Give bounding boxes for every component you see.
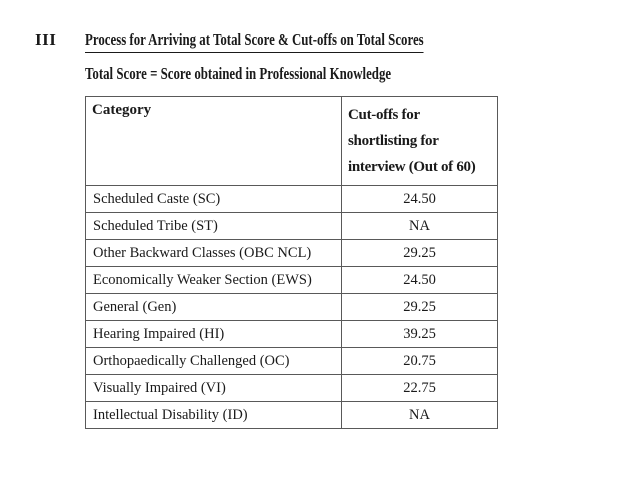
category-cell: Orthopaedically Challenged (OC) (86, 348, 342, 375)
cutoff-header-line: shortlisting for (348, 133, 439, 149)
cutoff-cell: NA (342, 402, 498, 429)
table-row (86, 240, 498, 267)
cutoff-cell: NA (342, 213, 498, 240)
category-cell: Other Backward Classes (OBC NCL) (86, 240, 342, 267)
cutoff-cell: 39.25 (342, 321, 498, 348)
column-header-category: Category (86, 97, 342, 186)
total-score-formula: Total Score = Score obtained in Professional Knowledge (85, 64, 392, 83)
cutoff-cell: 20.75 (342, 348, 498, 375)
cutoff-cell: 24.50 (342, 186, 498, 213)
cutoff-header-line: Cut-offs for (348, 107, 420, 123)
category-cell: General (Gen) (86, 294, 342, 321)
table-header-row (86, 97, 498, 186)
section-heading: Process for Arriving at Total Score & Cut-offs on Total Scores (85, 30, 424, 53)
category-cell: Scheduled Caste (SC) (86, 186, 342, 213)
section-number: III (35, 30, 57, 49)
table-row (86, 402, 498, 429)
cutoff-cell: 22.75 (342, 375, 498, 402)
table-row (86, 321, 498, 348)
cutoff-header-line: interview (Out of 60) (348, 159, 476, 175)
section-heading-row (35, 30, 519, 53)
cutoff-table (85, 96, 498, 429)
table-row (86, 267, 498, 294)
category-cell: Intellectual Disability (ID) (86, 402, 342, 429)
table-row (86, 186, 498, 213)
category-cell: Visually Impaired (VI) (86, 375, 342, 402)
category-cell: Hearing Impaired (HI) (86, 321, 342, 348)
table-row (86, 294, 498, 321)
cutoff-cell: 24.50 (342, 267, 498, 294)
table-row (86, 348, 498, 375)
cutoff-cell: 29.25 (342, 240, 498, 267)
category-cell: Scheduled Tribe (ST) (86, 213, 342, 240)
table-row (86, 213, 498, 240)
table-row (86, 375, 498, 402)
column-header-cutoffs (342, 97, 498, 186)
cutoff-cell: 29.25 (342, 294, 498, 321)
category-cell: Economically Weaker Section (EWS) (86, 267, 342, 294)
